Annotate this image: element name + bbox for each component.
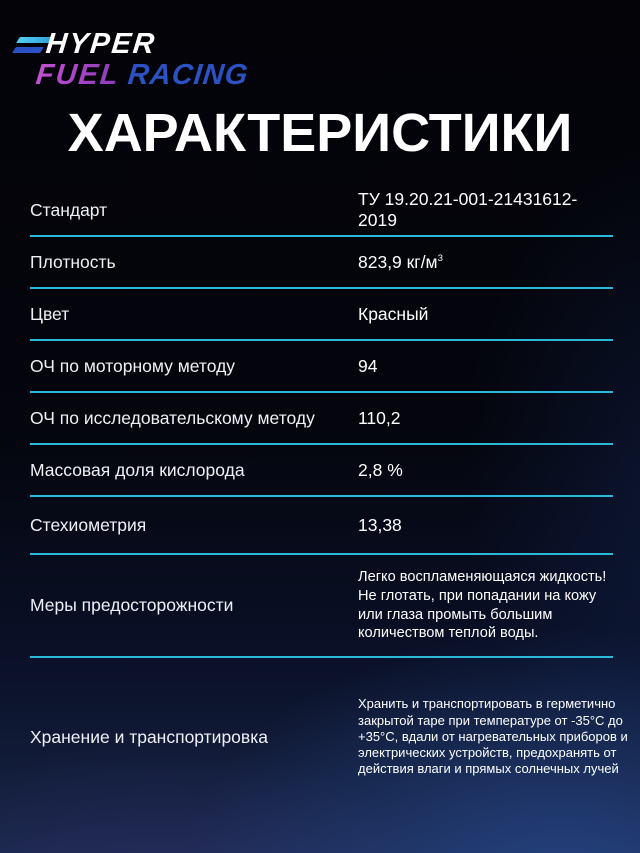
spec-value: 110,2 — [358, 407, 401, 428]
spec-row — [30, 289, 613, 341]
spec-label: ОЧ по исследовательскому методу — [30, 407, 315, 428]
page-title: ХАРАКТЕРИСТИКИ — [67, 103, 573, 163]
spec-value: 2,8 % — [358, 459, 403, 480]
brand-logo — [16, 30, 249, 90]
spec-row — [30, 555, 613, 658]
spec-row — [30, 445, 613, 497]
spec-value: 823,9 $кг/м^3$ — [358, 251, 443, 272]
spec-row — [30, 341, 613, 393]
spec-row — [30, 237, 613, 289]
spec-label: Меры предосторожности — [30, 595, 234, 615]
spec-label: Хранение и транспортировка — [30, 726, 268, 747]
logo-text-fuel: FUEL — [34, 59, 122, 91]
logo-line-2 — [36, 61, 249, 90]
spec-value: Хранить и транспортировать в герметично закрытой таре при температуре от -35°С до +35°С, вдали от нагревательных приборов и электрических устройств, предохранять от действия влаги и прямых солнечных лучей — [358, 696, 628, 777]
logo-text-racing: RACING — [126, 59, 251, 91]
spec-row — [30, 393, 613, 445]
spec-value: 94 — [358, 355, 378, 376]
spec-row — [30, 185, 613, 237]
spec-label: Массовая доля кислорода — [30, 459, 245, 480]
spec-label: Цвет — [30, 303, 70, 324]
speed-dash-blue-icon — [12, 47, 44, 53]
spec-label: Стехиометрия — [30, 514, 147, 535]
logo-line-1 — [16, 30, 249, 59]
logo-text-hyper: HYPER — [44, 28, 158, 60]
spec-label: ОЧ по моторному методу — [30, 355, 236, 376]
spec-row — [30, 658, 628, 816]
spec-table — [30, 185, 628, 816]
spec-value: 13,38 — [358, 514, 402, 535]
spec-value: Легко воспламеняющаяся жидкость! Не глотать, при попадании на кожу или глаза промыть большим количеством теплой воды. — [358, 569, 607, 642]
spec-value: ТУ 19.20.21-001-21431612-2019 — [358, 189, 578, 230]
spec-label: Стандарт — [30, 199, 108, 220]
spec-label: Плотность — [30, 251, 116, 272]
spec-row — [30, 497, 613, 555]
spec-value: Красный — [358, 303, 429, 324]
